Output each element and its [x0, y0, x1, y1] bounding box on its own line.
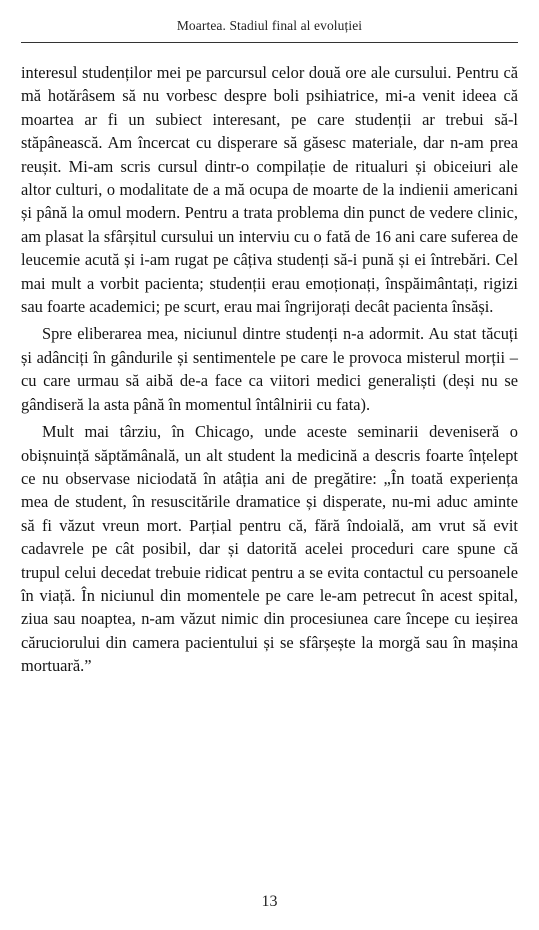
- paragraph-3: Mult mai târziu, în Chicago, unde aceste seminarii deveniseră o obișnuință săptămânală, un alt student la medicină a descris foarte înțelept ce nu observase niciodată în atâția ani de pregătire: „În toată experiența mea de student, în resuscitările dramatice și disperate, nu-mi aduc aminte să fi văzut vreun mort. Parțial pentru că, fără îndoială, am vrut să evit cadavrele pe cât posibil, dar și datorită acelei proceduri care spune că trupul celui decedat trebuie ridicat pentru a se evita contactul cu persoanele în viață. În niciunul din momentele pe care le-am petrecut în acest spital, ziua sau noaptea, n-am văzut nimic din procesiunea care începe cu ieșirea căruciorului din camera pacientului și se sfârșește la morgă sau în mașina mortuară.”: [21, 422, 518, 676]
- running-header: Moartea. Stadiul final al evoluției: [176, 18, 363, 33]
- paragraph-2: Spre eliberarea mea, niciunul dintre studenți n-a adormit. Au stat tăcuți și adânciți în gândurile și sentimentele pe care le provoca misterul morții – cu care urmau să aibă de-a face ca viitori medici generaliști (deși nu se gândiseră la asta până în momentul întâlnirii cu fata).: [21, 324, 518, 414]
- paragraph-1: interesul studenților mei pe parcursul celor două ore ale cursului. Pentru că mă hotărâsem să nu vorbesc despre boli psihiatrice, mi-a venit ideea că moartea ar fi un subiect interesant, pe care studenții ar trebui să-l stăpânească. Am încercat cu disperare să găsesc materiale, dar n-am prea reușit. Mi-am scris cursul dintr-o compilație de ritualuri și obiceiuri ale altor culturi, o modalitate de a mă ocupa de moarte de la indienii americani și până la omul modern. Pentru a trata problema din punct de vedere clinic, am plasat la sfârșitul cursului un interviu cu o fată de 16 ani care suferea de leucemie acută și i-am rugat pe câțiva studenți să-i pună și ei întrebări. Cel mai mult a vorbit pacienta; studenții erau emoționați, înspăimântați, rigizi sau foarte academici; pe scurt, erau mai îngrijorați decât pacienta însăși.: [21, 63, 518, 317]
- header-rule: [21, 42, 518, 43]
- page-number: 13: [261, 893, 278, 910]
- body-text: [21, 61, 518, 678]
